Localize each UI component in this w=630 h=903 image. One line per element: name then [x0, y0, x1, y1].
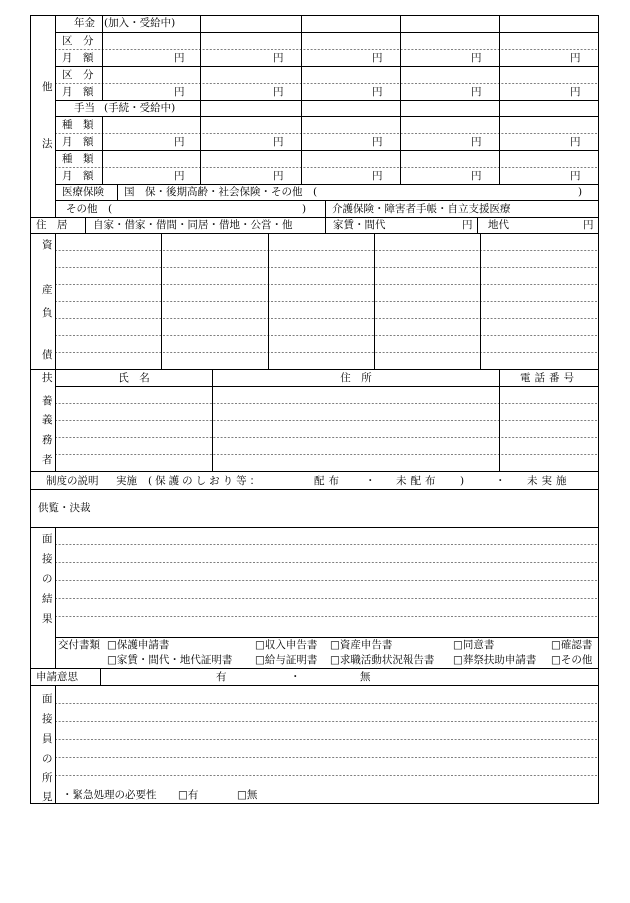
type-label: 種 類 [62, 153, 94, 165]
document-checkbox[interactable]: □同意書 [453, 639, 495, 651]
yen-unit: 円 [372, 136, 383, 148]
documents-label: 交付書類 [58, 639, 100, 651]
yen-unit: 円 [273, 170, 284, 182]
yen-unit: 円 [273, 52, 284, 64]
yen-unit: 円 [570, 170, 581, 182]
document-checkbox[interactable]: □給与証明書 [255, 654, 318, 666]
allowance-label: 手当 [74, 102, 95, 114]
category-label: 区 分 [62, 35, 94, 47]
document-checkbox[interactable]: □保護申請書 [107, 639, 170, 651]
yen-unit: 円 [372, 170, 383, 182]
care-insurance-text: 介護保険・障害者手帳・自立支援医療 [332, 203, 511, 215]
yen-unit: 円 [570, 86, 581, 98]
urgent-yes-checkbox[interactable]: □有 [178, 789, 199, 801]
explanation-close: ) [460, 475, 465, 487]
urgent-need-label: ・緊急処理の必要性 [62, 789, 157, 801]
explanation-label: 制度の説明 [46, 475, 99, 487]
medical-insurance-options: 国 保・後期高齢・社会保険・その他 ( [124, 186, 318, 198]
explanation-impl: 実施 [116, 475, 137, 487]
application-no[interactable]: 無 [360, 671, 371, 683]
yen-unit: 円 [174, 86, 185, 98]
yen-unit: 円 [570, 136, 581, 148]
yen-unit: 円 [372, 86, 383, 98]
phone-column-header: 電話番号 [520, 372, 578, 384]
welfare-interview-form: 他 法 年金 (加入・受給中) 区 分 月 額 区 分 月 額 手当 (手続・受給中) 種 類 月 額 種 類 月 額 円 円 円 円 円 円 円 円 円 円 円 円 円 円 円 円 円 円 円 円 医療保険 国 保・後期高齢・社会保険・その他 ( ) その他 ( ) 介護保険・障害者手帳・自立支援医療 住 居 自家・借家・借間・同居・借地・公営・他 家賃・間代 円 地代 円 資 産 負 債 扶 養 義 務 者 氏 名 住 所 電話番号 制度の説明 実施 (保護のしおり等： 配布 ・ 未配布 ) ・ 未実施 供覧・決裁 面 接 の 結 果 交付書類 □保護申請書 □収入申告書 □資産申告書 □同意書 □確認書 □家賃・間代・地代証明書 □給与証明書 □求職活動状況報告書 □葬祭扶助申請書 □その他 申請意思 有 ・ 無 面 接 員 の 所 見 ・緊急処理の必要性 □有 □無 [0, 0, 630, 903]
application-dot: ・ [290, 671, 301, 683]
allowance-note: (手続・受給中) [104, 102, 176, 114]
application-yes[interactable]: 有 [216, 671, 227, 683]
yen-unit: 円 [174, 170, 185, 182]
medical-insurance-label: 医療保険 [62, 186, 104, 198]
pension-note: (加入・受給中) [104, 17, 176, 29]
yen-unit: 円 [583, 219, 594, 231]
yen-unit: 円 [174, 136, 185, 148]
monthly-label: 月 額 [62, 170, 94, 182]
document-checkbox[interactable]: □資産申告書 [330, 639, 393, 651]
monthly-label: 月 額 [62, 136, 94, 148]
monthly-label: 月 額 [62, 52, 94, 64]
medical-insurance-close: ) [578, 186, 583, 198]
explanation-dot: ・ [365, 475, 376, 487]
address-column-header: 住 所 [340, 372, 372, 384]
yen-unit: 円 [273, 86, 284, 98]
explanation-not-distributed: 未配布 [396, 475, 440, 487]
yen-unit: 円 [471, 170, 482, 182]
explanation-dot: ・ [495, 475, 506, 487]
document-checkbox[interactable]: □葬祭扶助申請書 [453, 654, 537, 666]
pension-label: 年金 [74, 17, 95, 29]
yen-unit: 円 [570, 52, 581, 64]
rent-label: 家賃・間代 [333, 219, 386, 231]
monthly-label: 月 額 [62, 86, 94, 98]
yen-unit: 円 [471, 136, 482, 148]
yen-unit: 円 [174, 52, 185, 64]
housing-types: 自家・借家・借間・同居・借地・公営・他 [93, 219, 293, 231]
yen-unit: 円 [462, 219, 473, 231]
yen-unit: 円 [273, 136, 284, 148]
document-checkbox[interactable]: □収入申告書 [255, 639, 318, 651]
explanation-distributed: 配布 [314, 475, 343, 487]
explanation-not-implemented: 未実施 [527, 475, 571, 487]
explanation-detail: (保護のしおり等： [148, 475, 264, 487]
document-checkbox[interactable]: □家賃・間代・地代証明書 [107, 654, 233, 666]
type-label: 種 類 [62, 119, 94, 131]
housing-label: 住 居 [36, 219, 68, 231]
document-checkbox[interactable]: □求職活動状況報告書 [330, 654, 435, 666]
yen-unit: 円 [471, 86, 482, 98]
other-close: ) [302, 203, 307, 215]
application-intent-label: 申請意思 [36, 671, 78, 683]
name-column-header: 氏 名 [118, 372, 150, 384]
document-checkbox[interactable]: □その他 [551, 654, 593, 666]
document-checkbox[interactable]: □確認書 [551, 639, 593, 651]
urgent-no-checkbox[interactable]: □無 [237, 789, 258, 801]
other-label: その他 ( [66, 203, 113, 215]
yen-unit: 円 [372, 52, 383, 64]
category-label: 区 分 [62, 69, 94, 81]
yen-unit: 円 [471, 52, 482, 64]
land-rent-label: 地代 [488, 219, 509, 231]
inspection-label: 供覧・決裁 [38, 502, 91, 514]
